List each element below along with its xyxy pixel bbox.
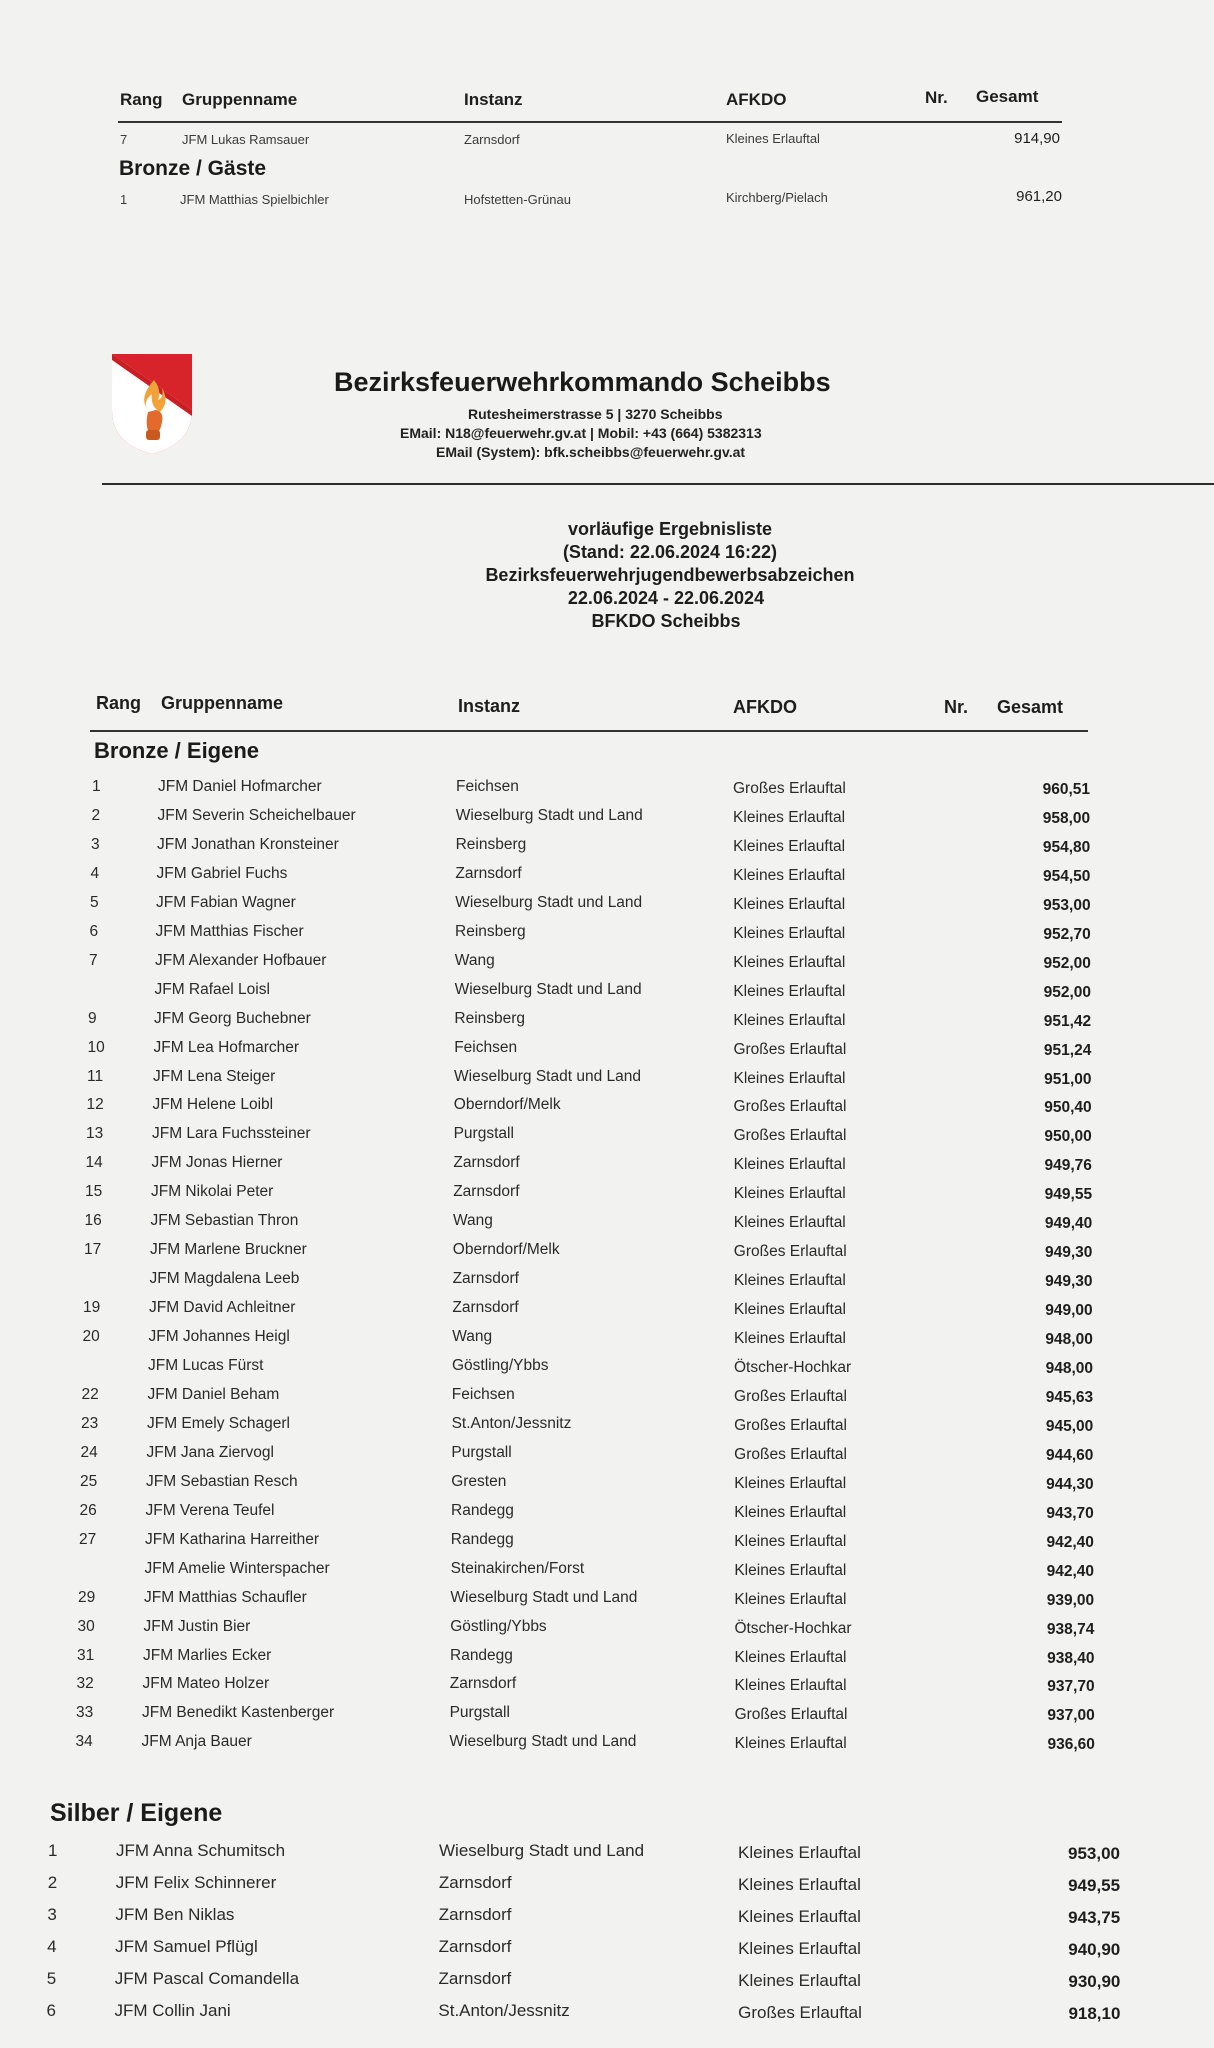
row-gesamt: 951,42 xyxy=(1043,1012,1092,1030)
row-rang: 27 xyxy=(79,1530,97,1548)
row-gesamt: 943,75 xyxy=(1068,1908,1121,1927)
report-organizer: BFKDO Scheibbs xyxy=(591,611,741,631)
row-afkdo: Kleines Erlauftal xyxy=(726,131,820,146)
row-instanz: Oberndorf/Melk xyxy=(453,1096,561,1114)
row-gesamt: 949,40 xyxy=(1044,1215,1093,1233)
row-gesamt: 936,60 xyxy=(1047,1736,1095,1754)
row-gesamt: 951,24 xyxy=(1043,1041,1092,1059)
row-rang: 4 xyxy=(90,864,100,882)
row-gesamt: 949,76 xyxy=(1044,1157,1092,1175)
row-rang: 1 xyxy=(92,778,101,795)
row-rang: 3 xyxy=(91,835,100,853)
row-afkdo: Großes Erlauftal xyxy=(738,2003,862,2022)
letterhead-system-email: EMail (System): bfk.scheibbs@feuerwehr.gv.at xyxy=(436,444,746,460)
section-title: Bronze / Gäste xyxy=(119,157,267,180)
row-gesamt: 944,60 xyxy=(1046,1446,1094,1464)
row-rang: 32 xyxy=(76,1675,94,1693)
row-afkdo: Kleines Erlauftal xyxy=(733,808,846,826)
row-rang: 31 xyxy=(77,1646,95,1664)
row-afkdo: Großes Erlauftal xyxy=(733,780,846,797)
header-afkdo: AFKDO xyxy=(726,90,787,109)
row-instanz: Wang xyxy=(454,951,495,969)
row-name: JFM Collin Jani xyxy=(114,2001,231,2020)
row-instanz: Zarnsdorf xyxy=(452,1299,519,1317)
row-afkdo: Kleines Erlauftal xyxy=(734,1561,847,1579)
row-afkdo: Kleines Erlauftal xyxy=(738,1875,861,1894)
row-name: JFM Georg Buchebner xyxy=(154,1009,311,1027)
row-afkdo: Kleines Erlauftal xyxy=(734,1648,847,1666)
row-rang: 19 xyxy=(83,1299,101,1317)
header-rule xyxy=(118,121,1062,123)
row-afkdo: Kleines Erlauftal xyxy=(738,1939,861,1958)
letterhead-rule xyxy=(102,483,1214,485)
report-title: vorläufige Ergebnisliste xyxy=(567,519,773,539)
row-gesamt: 937,70 xyxy=(1047,1678,1095,1696)
row-instanz: Wieselburg Stadt und Land xyxy=(449,1733,637,1751)
row-name: JFM Lucas Fürst xyxy=(148,1357,264,1374)
row-instanz: Wieselburg Stadt und Land xyxy=(439,1841,645,1860)
row-instanz: Feichsen xyxy=(451,1385,515,1403)
row-rang: 20 xyxy=(82,1328,100,1346)
row-gesamt: 937,00 xyxy=(1047,1707,1095,1725)
row-name: JFM Benedikt Kastenberger xyxy=(142,1704,335,1722)
row-afkdo: Kleines Erlauftal xyxy=(733,837,846,855)
header-gesamt: Gesamt xyxy=(997,697,1064,717)
report-competition: Bezirksfeuerwehrjugendbewerbsabzeichen xyxy=(485,565,855,585)
row-name: JFM Katharina Harreither xyxy=(145,1530,320,1548)
row-rang: 13 xyxy=(86,1125,104,1143)
header-rang: Rang xyxy=(120,90,163,109)
row-instanz: Reinsberg xyxy=(455,922,526,940)
row-afkdo: Kleines Erlauftal xyxy=(734,1503,847,1521)
row-gesamt: 940,90 xyxy=(1068,1940,1121,1959)
row-name: JFM Emely Schagerl xyxy=(147,1414,290,1432)
row-afkdo: Kirchberg/Pielach xyxy=(726,190,828,205)
row-instanz: Hofstetten-Grünau xyxy=(464,192,571,207)
row-gesamt: 945,63 xyxy=(1045,1388,1094,1406)
row-instanz: Wieselburg Stadt und Land xyxy=(454,980,642,998)
row-rang: 6 xyxy=(89,922,99,940)
row-name: JFM Sebastian Thron xyxy=(150,1212,299,1230)
row-rang: 6 xyxy=(46,2001,56,2020)
section-title: Bronze / Eigene xyxy=(94,738,260,763)
row-afkdo: Kleines Erlauftal xyxy=(738,1907,861,1926)
row-afkdo: Kleines Erlauftal xyxy=(734,1590,847,1608)
row-gesamt: 951,00 xyxy=(1044,1070,1092,1088)
row-gesamt: 942,40 xyxy=(1046,1562,1095,1580)
header-rang: Rang xyxy=(96,693,141,713)
row-name: JFM Matthias Spielbichler xyxy=(180,192,329,207)
row-name: JFM Matthias Fischer xyxy=(155,922,304,940)
row-afkdo: Großes Erlauftal xyxy=(733,1127,847,1145)
row-name: JFM Anja Bauer xyxy=(141,1733,252,1751)
row-gesamt: 949,30 xyxy=(1044,1244,1093,1262)
row-afkdo: Kleines Erlauftal xyxy=(734,1677,847,1695)
row-gesamt: 949,00 xyxy=(1045,1302,1093,1320)
row-rang: 15 xyxy=(85,1183,103,1201)
row-gesamt: 943,70 xyxy=(1046,1504,1094,1522)
letterhead-title: Bezirksfeuerwehrkommando Scheibbs xyxy=(334,367,831,397)
row-gesamt: 948,00 xyxy=(1045,1331,1093,1349)
row-instanz: Zarnsdorf xyxy=(464,132,520,147)
row-gesamt: 958,00 xyxy=(1042,809,1091,827)
row-instanz: Purgstall xyxy=(453,1125,514,1143)
row-instanz: Göstling/Ybbs xyxy=(452,1357,549,1374)
row-afkdo: Kleines Erlauftal xyxy=(733,866,846,884)
row-gesamt: 952,00 xyxy=(1043,954,1091,972)
row-gesamt: 938,40 xyxy=(1047,1649,1095,1667)
row-instanz: Zarnsdorf xyxy=(453,1154,520,1172)
row-name: JFM Jana Ziervogl xyxy=(146,1443,274,1461)
header-rule xyxy=(90,730,1088,732)
row-instanz: Zarnsdorf xyxy=(438,1873,512,1892)
row-name: JFM Rafael Loisl xyxy=(154,980,270,998)
row-afkdo: Großes Erlauftal xyxy=(733,1243,847,1261)
row-name: JFM Felix Schinnerer xyxy=(115,1873,277,1892)
row-afkdo: Kleines Erlauftal xyxy=(733,895,846,913)
row-gesamt: 949,55 xyxy=(1044,1186,1093,1204)
header-nr: Nr. xyxy=(925,88,948,107)
row-name: JFM Lena Steiger xyxy=(153,1067,276,1085)
row-name: JFM Alexander Hofbauer xyxy=(155,951,327,969)
row-rang: 23 xyxy=(81,1414,99,1432)
row-name: JFM Verena Teufel xyxy=(145,1501,275,1519)
letterhead-address: Rutesheimerstrasse 5 | 3270 Scheibbs xyxy=(468,406,723,422)
row-instanz: St.Anton/Jessnitz xyxy=(451,1414,572,1432)
row-gesamt: 961,20 xyxy=(1016,188,1062,205)
row-gesamt: 953,00 xyxy=(1043,896,1091,914)
row-instanz: Göstling/Ybbs xyxy=(450,1617,547,1635)
row-name: JFM Helene Loibl xyxy=(152,1096,274,1114)
row-instanz: Zarnsdorf xyxy=(438,1905,512,1924)
row-instanz: Zarnsdorf xyxy=(449,1675,517,1693)
row-rang: 33 xyxy=(76,1704,94,1722)
row-instanz: Randegg xyxy=(450,1530,514,1548)
row-instanz: Wang xyxy=(453,1212,493,1230)
row-name: JFM Marlene Bruckner xyxy=(150,1241,307,1259)
row-rang: 25 xyxy=(80,1472,98,1490)
row-instanz: Randegg xyxy=(451,1501,514,1519)
letterhead-contact: EMail: N18@feuerwehr.gv.at | Mobil: +43 (664) 5382313 xyxy=(400,425,762,441)
row-instanz: Zarnsdorf xyxy=(453,1183,520,1201)
row-name: JFM Pascal Comandella xyxy=(114,1969,300,1988)
fire-brigade-logo xyxy=(108,352,196,456)
row-instanz: Gresten xyxy=(451,1472,507,1490)
row-name: JFM Matthias Schaufler xyxy=(144,1588,307,1606)
row-afkdo: Kleines Erlauftal xyxy=(733,1330,846,1348)
row-name: JFM Samuel Pflügl xyxy=(115,1937,258,1956)
row-gesamt: 949,30 xyxy=(1045,1273,1093,1291)
row-instanz: Reinsberg xyxy=(454,1009,526,1027)
row-rang: 17 xyxy=(84,1241,102,1259)
row-gesamt: 952,70 xyxy=(1043,925,1091,943)
row-instanz: Wang xyxy=(452,1328,493,1346)
row-instanz: Randegg xyxy=(450,1646,513,1664)
row-instanz: St.Anton/Jessnitz xyxy=(438,2001,570,2020)
row-afkdo: Kleines Erlauftal xyxy=(734,1532,847,1550)
row-gesamt: 942,40 xyxy=(1046,1533,1094,1551)
row-instanz: Zarnsdorf xyxy=(438,1969,512,1988)
row-rang: 7 xyxy=(89,951,98,969)
row-instanz: Zarnsdorf xyxy=(438,1937,512,1956)
report-dates: 22.06.2024 - 22.06.2024 xyxy=(567,588,765,608)
row-gesamt: 930,90 xyxy=(1068,1972,1121,1991)
row-afkdo: Großes Erlauftal xyxy=(734,1445,847,1463)
header-instanz: Instanz xyxy=(458,696,521,716)
row-name: JFM Daniel Beham xyxy=(147,1385,280,1403)
row-afkdo: Kleines Erlauftal xyxy=(733,1069,846,1087)
row-rang: 22 xyxy=(81,1385,99,1403)
row-afkdo: Kleines Erlauftal xyxy=(733,1011,846,1029)
row-name: JFM Lara Fuchssteiner xyxy=(152,1125,311,1143)
row-name: JFM Marlies Ecker xyxy=(143,1646,272,1664)
row-gesamt: 948,00 xyxy=(1045,1360,1093,1377)
row-instanz: Oberndorf/Melk xyxy=(452,1241,560,1259)
row-instanz: Wieselburg Stadt und Land xyxy=(450,1588,638,1606)
row-afkdo: Kleines Erlauftal xyxy=(733,924,846,942)
row-rang: 14 xyxy=(85,1154,103,1172)
row-afkdo: Großes Erlauftal xyxy=(734,1416,847,1434)
row-rang: 3 xyxy=(47,1905,57,1924)
row-instanz: Purgstall xyxy=(449,1704,510,1722)
row-instanz: Wieselburg Stadt und Land xyxy=(455,893,643,911)
row-name: JFM Justin Bier xyxy=(143,1617,251,1635)
row-gesamt: 954,50 xyxy=(1043,867,1091,885)
row-name: JFM Anna Schumitsch xyxy=(116,1841,286,1860)
header-nr: Nr. xyxy=(944,697,969,717)
row-rang: 12 xyxy=(86,1096,104,1114)
row-gesamt: 952,00 xyxy=(1043,983,1092,1001)
row-instanz: Wieselburg Stadt und Land xyxy=(455,806,643,824)
row-rang: 29 xyxy=(78,1588,96,1606)
row-name: JFM Gabriel Fuchs xyxy=(156,864,288,882)
row-afkdo: Großes Erlauftal xyxy=(734,1387,847,1405)
row-gesamt: 954,80 xyxy=(1042,838,1091,856)
row-gesamt: 950,00 xyxy=(1044,1128,1092,1146)
row-gesamt: 960,51 xyxy=(1042,781,1090,798)
row-rang: 4 xyxy=(47,1937,57,1956)
row-gesamt: 938,74 xyxy=(1046,1620,1095,1638)
row-afkdo: Ötscher-Hochkar xyxy=(734,1619,852,1637)
section-title: Silber / Eigene xyxy=(50,1799,223,1827)
row-afkdo: Kleines Erlauftal xyxy=(734,1474,847,1492)
row-rang: 2 xyxy=(91,806,101,824)
row-afkdo: Großes Erlauftal xyxy=(733,1098,847,1116)
row-name: JFM Severin Scheichelbauer xyxy=(157,806,356,824)
row-gesamt: 945,00 xyxy=(1045,1417,1094,1435)
row-rang: 5 xyxy=(90,893,99,911)
row-rang: 26 xyxy=(79,1501,97,1519)
row-afkdo: Kleines Erlauftal xyxy=(733,1214,846,1232)
row-rang: 34 xyxy=(75,1733,93,1751)
row-gesamt: 914,90 xyxy=(1014,130,1060,147)
row-name: JFM Ben Niklas xyxy=(115,1905,235,1924)
row-name: JFM Mateo Holzer xyxy=(142,1675,270,1693)
row-instanz: Feichsen xyxy=(454,1038,518,1056)
row-rang: 5 xyxy=(46,1969,57,1988)
row-gesamt: 953,00 xyxy=(1068,1844,1120,1863)
row-name: JFM Amelie Winterspacher xyxy=(144,1559,330,1577)
row-instanz: Steinakirchen/Forst xyxy=(450,1559,585,1577)
row-afkdo: Ötscher-Hochkar xyxy=(734,1359,852,1376)
row-afkdo: Großes Erlauftal xyxy=(734,1706,848,1724)
row-rang: 16 xyxy=(84,1212,102,1230)
header-gruppenname: Gruppenname xyxy=(182,90,298,109)
row-afkdo: Kleines Erlauftal xyxy=(734,1735,847,1753)
row-name: JFM Jonathan Kronsteiner xyxy=(157,835,339,853)
row-afkdo: Kleines Erlauftal xyxy=(733,1185,846,1203)
row-instanz: Purgstall xyxy=(451,1443,512,1461)
row-afkdo: Kleines Erlauftal xyxy=(733,982,846,1000)
row-afkdo: Kleines Erlauftal xyxy=(738,1843,861,1862)
row-rang: 11 xyxy=(87,1067,104,1085)
row-name: JFM Nikolai Peter xyxy=(151,1183,274,1201)
row-name: JFM Jonas Hierner xyxy=(151,1154,283,1172)
row-instanz: Zarnsdorf xyxy=(452,1270,519,1288)
row-name: JFM Johannes Heigl xyxy=(148,1328,290,1346)
header-gesamt: Gesamt xyxy=(976,87,1039,106)
row-rang: 30 xyxy=(77,1617,95,1635)
row-instanz: Zarnsdorf xyxy=(455,864,522,882)
row-afkdo: Kleines Erlauftal xyxy=(733,1156,846,1174)
row-rang: 9 xyxy=(88,1009,97,1027)
row-rang: 24 xyxy=(80,1443,98,1461)
row-afkdo: Großes Erlauftal xyxy=(733,1040,847,1058)
row-gesamt: 950,40 xyxy=(1044,1099,1092,1117)
row-name: JFM Sebastian Resch xyxy=(146,1472,298,1490)
row-afkdo: Kleines Erlauftal xyxy=(733,1301,846,1319)
row-name: JFM Magdalena Leeb xyxy=(149,1270,300,1288)
row-name: JFM Daniel Hofmarcher xyxy=(158,778,322,795)
row-name: JFM Lea Hofmarcher xyxy=(153,1038,300,1056)
row-name: JFM David Achleitner xyxy=(149,1299,296,1317)
row-name: JFM Fabian Wagner xyxy=(156,893,296,911)
row-rang: 10 xyxy=(87,1038,105,1056)
row-instanz: Wieselburg Stadt und Land xyxy=(454,1067,641,1085)
header-gruppenname: Gruppenname xyxy=(161,693,284,713)
row-afkdo: Kleines Erlauftal xyxy=(738,1971,861,1990)
header-instanz: Instanz xyxy=(464,90,523,109)
row-rang: 1 xyxy=(120,192,128,207)
header-afkdo: AFKDO xyxy=(733,697,797,717)
row-rang: 7 xyxy=(120,132,128,147)
row-name: JFM Lukas Ramsauer xyxy=(182,132,310,147)
row-gesamt: 949,55 xyxy=(1068,1876,1121,1895)
row-gesamt: 918,10 xyxy=(1068,2004,1121,2023)
row-afkdo: Kleines Erlauftal xyxy=(733,1272,846,1290)
row-instanz: Feichsen xyxy=(456,778,519,795)
row-gesamt: 944,30 xyxy=(1046,1475,1094,1493)
row-instanz: Reinsberg xyxy=(455,835,527,853)
row-rang: 2 xyxy=(47,1873,58,1892)
row-gesamt: 939,00 xyxy=(1046,1591,1095,1609)
report-status: (Stand: 22.06.2024 16:22) xyxy=(562,542,778,562)
row-afkdo: Kleines Erlauftal xyxy=(733,953,846,971)
row-rang: 1 xyxy=(48,1841,58,1860)
